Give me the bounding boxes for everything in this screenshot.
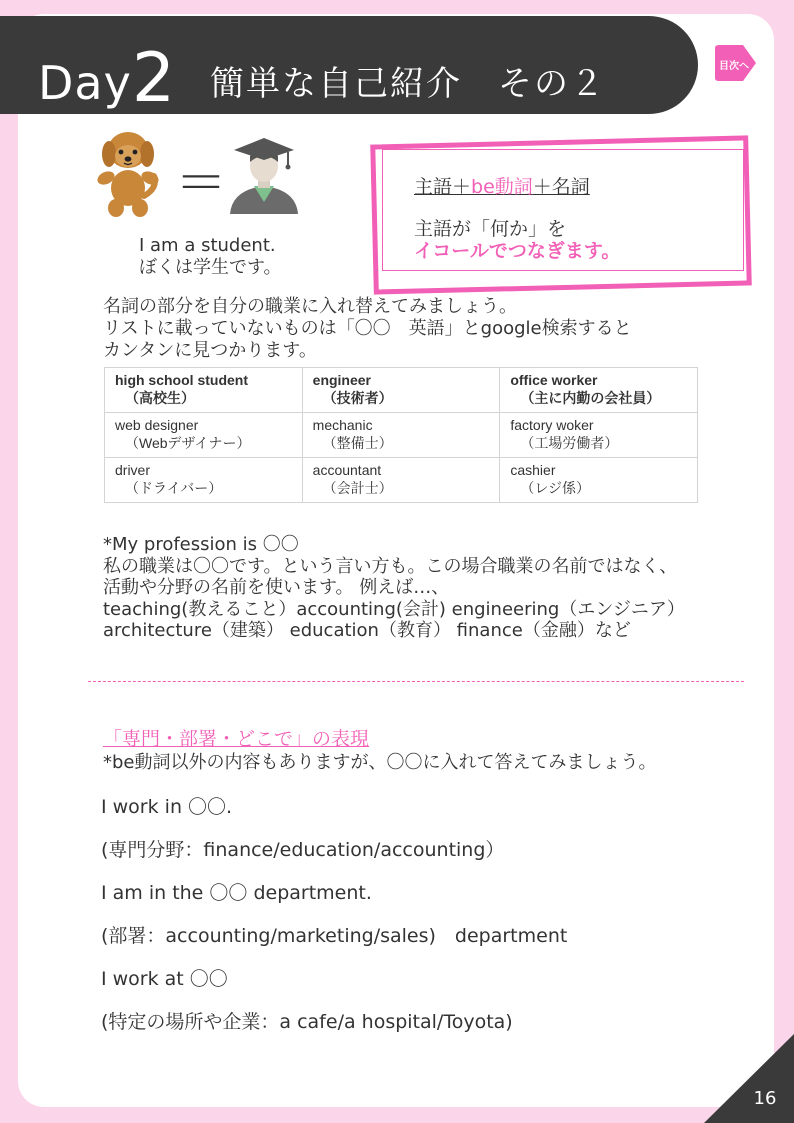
day-label [38, 37, 176, 116]
dog-icon [94, 128, 162, 220]
cell-japanese: （主に内勤の会社員） [520, 390, 661, 406]
page-number: 16 [753, 1088, 777, 1109]
table-cell [105, 458, 303, 503]
cell-japanese: （レジ係） [520, 480, 590, 496]
table-cell [500, 458, 698, 503]
instructions-line: リストに載っていないものは「〇〇 英語」とgoogle検索すると [103, 318, 632, 339]
example-line: I work at 〇〇 [101, 968, 228, 990]
cell-english: web designer [115, 417, 199, 433]
profession-note-line: 活動や分野の名前を使います。 例えば…、 [103, 577, 450, 598]
example-line: (専門分野：finance/education/accounting） [101, 839, 505, 861]
cell-english: accountant [312, 462, 382, 478]
example-sentence-japanese: ぼくは学生です。 [139, 257, 282, 278]
instructions-line: カンタンに見つかります。 [103, 340, 317, 361]
cell-english: driver [115, 462, 151, 478]
example-line: (特定の場所や企業：a cafe/a hospital/Toyota) [101, 1011, 513, 1033]
section-title: 「専門・部署・どこで」の表現 [103, 728, 370, 750]
cell-japanese: （会計士） [322, 480, 393, 496]
example-sentence-english: I am a student. [139, 235, 276, 256]
formula-subject: 主語＋ [414, 176, 472, 198]
profession-note-line: architecture（建築） education（教育） finance（金融）など [103, 620, 631, 641]
profession-note-line: *My profession is 〇〇 [103, 534, 299, 555]
section-divider [88, 681, 744, 682]
example-line: I am in the 〇〇 department. [101, 882, 372, 904]
table-cell [105, 413, 303, 458]
section-note: *be動詞以外の内容もありますが、〇〇に入れて答えてみましょう。 [103, 752, 657, 773]
cell-english: factory woker [510, 417, 594, 433]
table-cell [302, 458, 500, 503]
table-cell [302, 368, 500, 413]
instructions-line: 名詞の部分を自分の職業に入れ替えてみましょう。 [103, 296, 517, 317]
cell-japanese: （工場労働者） [520, 435, 619, 451]
cell-japanese: （整備士） [322, 435, 393, 451]
table-row [105, 368, 698, 413]
table-row [105, 413, 698, 458]
rule-formula [414, 172, 590, 199]
example-line: (部署：accounting/marketing/sales) department [101, 925, 568, 947]
table-cell [105, 368, 303, 413]
profession-note-line: teaching(教えること）accounting(会計) engineering（エンジニア） [103, 598, 685, 620]
cell-english: high school student [115, 372, 248, 388]
cell-japanese: （Webデザイナー） [125, 435, 251, 451]
rule-explanation-1: 主語が「何か」を [414, 218, 567, 240]
profession-note-line: 私の職業は〇〇です。という言い方も。この場合職業の名前ではなく、 [103, 555, 678, 577]
instructions [103, 296, 632, 362]
rule-explanation-2: イコールでつなぎます。 [414, 240, 621, 262]
cell-english: engineer [312, 372, 372, 388]
page-corner [704, 1034, 794, 1123]
equals-icon: ＝ [175, 154, 228, 214]
table-cell [302, 413, 500, 458]
table-row [105, 458, 698, 503]
cell-japanese: （ドライバー） [125, 480, 223, 496]
graduate-icon [226, 136, 302, 214]
formula-noun: ＋名詞 [532, 176, 590, 198]
cell-japanese: （技術者） [322, 390, 393, 406]
table-cell [500, 368, 698, 413]
cell-english: office worker [510, 372, 598, 388]
profession-note [103, 534, 685, 642]
page-title: 簡単な自己紹介 その２ [210, 64, 606, 104]
profession-table [104, 367, 698, 503]
day-prefix: Day [38, 56, 132, 110]
cell-english: cashier [510, 462, 556, 478]
cell-japanese: （高校生） [125, 390, 195, 406]
cell-english: mechanic [312, 417, 373, 433]
toc-button-label[interactable]: 目次へ [719, 61, 749, 72]
example-sentence [139, 235, 282, 279]
formula-verb: be動詞 [471, 176, 533, 198]
example-line: I work in 〇〇. [101, 796, 233, 818]
table-cell [500, 413, 698, 458]
day-number: 2 [131, 39, 177, 118]
